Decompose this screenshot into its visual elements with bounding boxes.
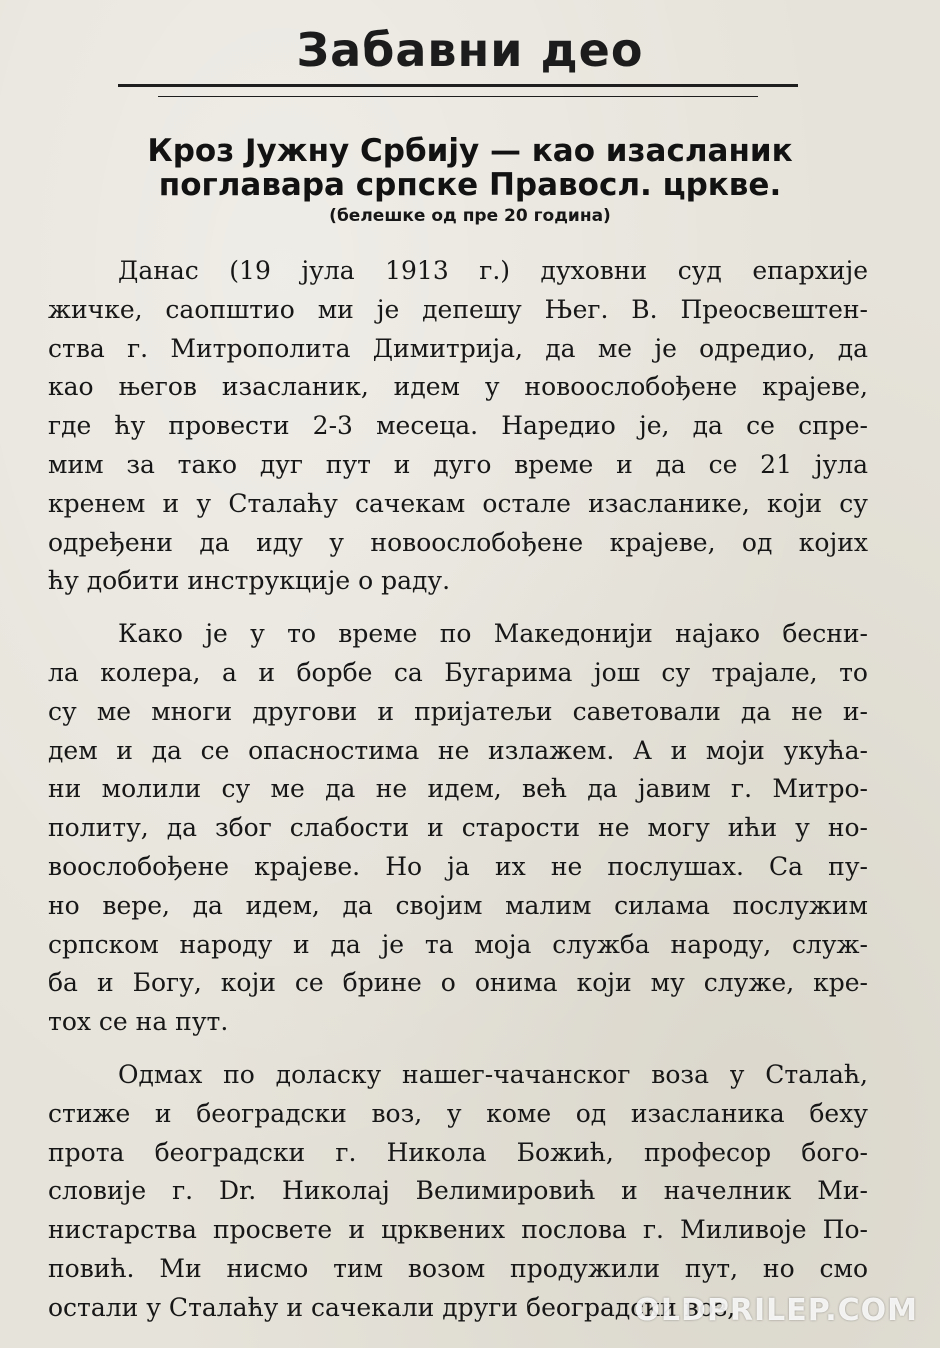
paragraph-3-line: повић. Ми нисмо тим возом продужили пут, но смо [48,1253,868,1283]
article-title-line-2: поглавара српске Правосл. цркве. [158,167,782,203]
paragraph-1-line: жичке, саопштио ми је депешу Њег. В. Преосвештен- [48,294,868,324]
paragraph-1-line: кренем и у Сталаћу сачекам остале изасланике, који су [48,488,868,518]
paragraph-1-line: ћу добити инструкције о раду. [48,566,451,596]
paragraph-2-line: ла колера, а и борбе са Бугарима још су трајале, то [48,657,868,687]
article-subtitle: (белешке од пре 20 година) [329,206,611,226]
article-title-line-1: Кроз Јужну Србију — као изасланик [147,133,793,169]
paragraph-1-line: мим за тако дуг пут и дуго време и да се 21 јула [48,449,868,479]
paragraph-2-line: ба и Богу, који се брине о онима који му служе, кре- [48,968,868,998]
paragraph-1-line: ства г. Митрополита Димитрија, да ме је одредио, да [48,333,868,363]
article-body [48,252,868,1328]
paragraph-3-line: стиже и београдски воз, у коме од изасланика беху [48,1098,868,1128]
paragraph-1-line: где ћу провести 2-3 месеца. Наредио је, да се спре- [48,411,868,441]
paragraph-2-line: политу, да због слабости и старости не могу ићи у но- [48,813,868,843]
paragraph-2-line: но вере, да идем, да својим малим силама послужим [48,890,868,920]
paragraph-2-line: су ме многи другови и пријатељи саветовали да не и- [48,696,868,726]
header-rule [118,84,798,87]
paragraph-2-line: воослобођене крајеве. Но ја их не послушах. Са пу- [48,851,868,881]
paragraph-3-line: нистарства просвете и црквених послова г. Миливоје По- [48,1215,868,1245]
paragraph-1-line: одређени да иду у новоослобођене крајеве, од којих [48,527,868,557]
paragraph-gap [48,1042,868,1056]
paragraph-3-line: прота београдски г. Никола Божић, професор бого- [48,1137,868,1167]
paragraph-3-line: остали у Сталаћу и сачекали други београдски воз, [48,1292,736,1322]
paragraph-gap [48,601,868,615]
paragraph-3-line: словије г. Dr. Николај Велимировић и начелник Ми- [48,1176,868,1206]
paragraph-1-line: као његов изасланик, идем у новоослобођене крајеве, [48,372,868,402]
paragraph-2-line: тох се на пут. [48,1007,229,1037]
watermark: OLDPRILEP.COM [634,1293,918,1328]
paragraph-2-line: Како је у то време по Македонији најако бесни- [118,619,868,649]
paragraph-2-line: ни молили су ме да не идем, већ да јавим г. Митро- [48,774,868,804]
paragraph-2-line: дем и да се опасностима не излажем. А и моји укућа- [48,735,868,765]
header-rule-thin [158,96,758,97]
paragraph-2-line: српском народу и да је та моја служба народу, служ- [48,929,868,959]
paragraph-1-line: Данас (19 јула 1913 г.) духовни суд епархије [118,256,868,285]
section-title: Забавни део [296,23,644,77]
article-title [40,134,900,202]
paragraph-3-line: Одмах по доласку нашег-чачанског воза у Сталаћ, [118,1059,868,1089]
